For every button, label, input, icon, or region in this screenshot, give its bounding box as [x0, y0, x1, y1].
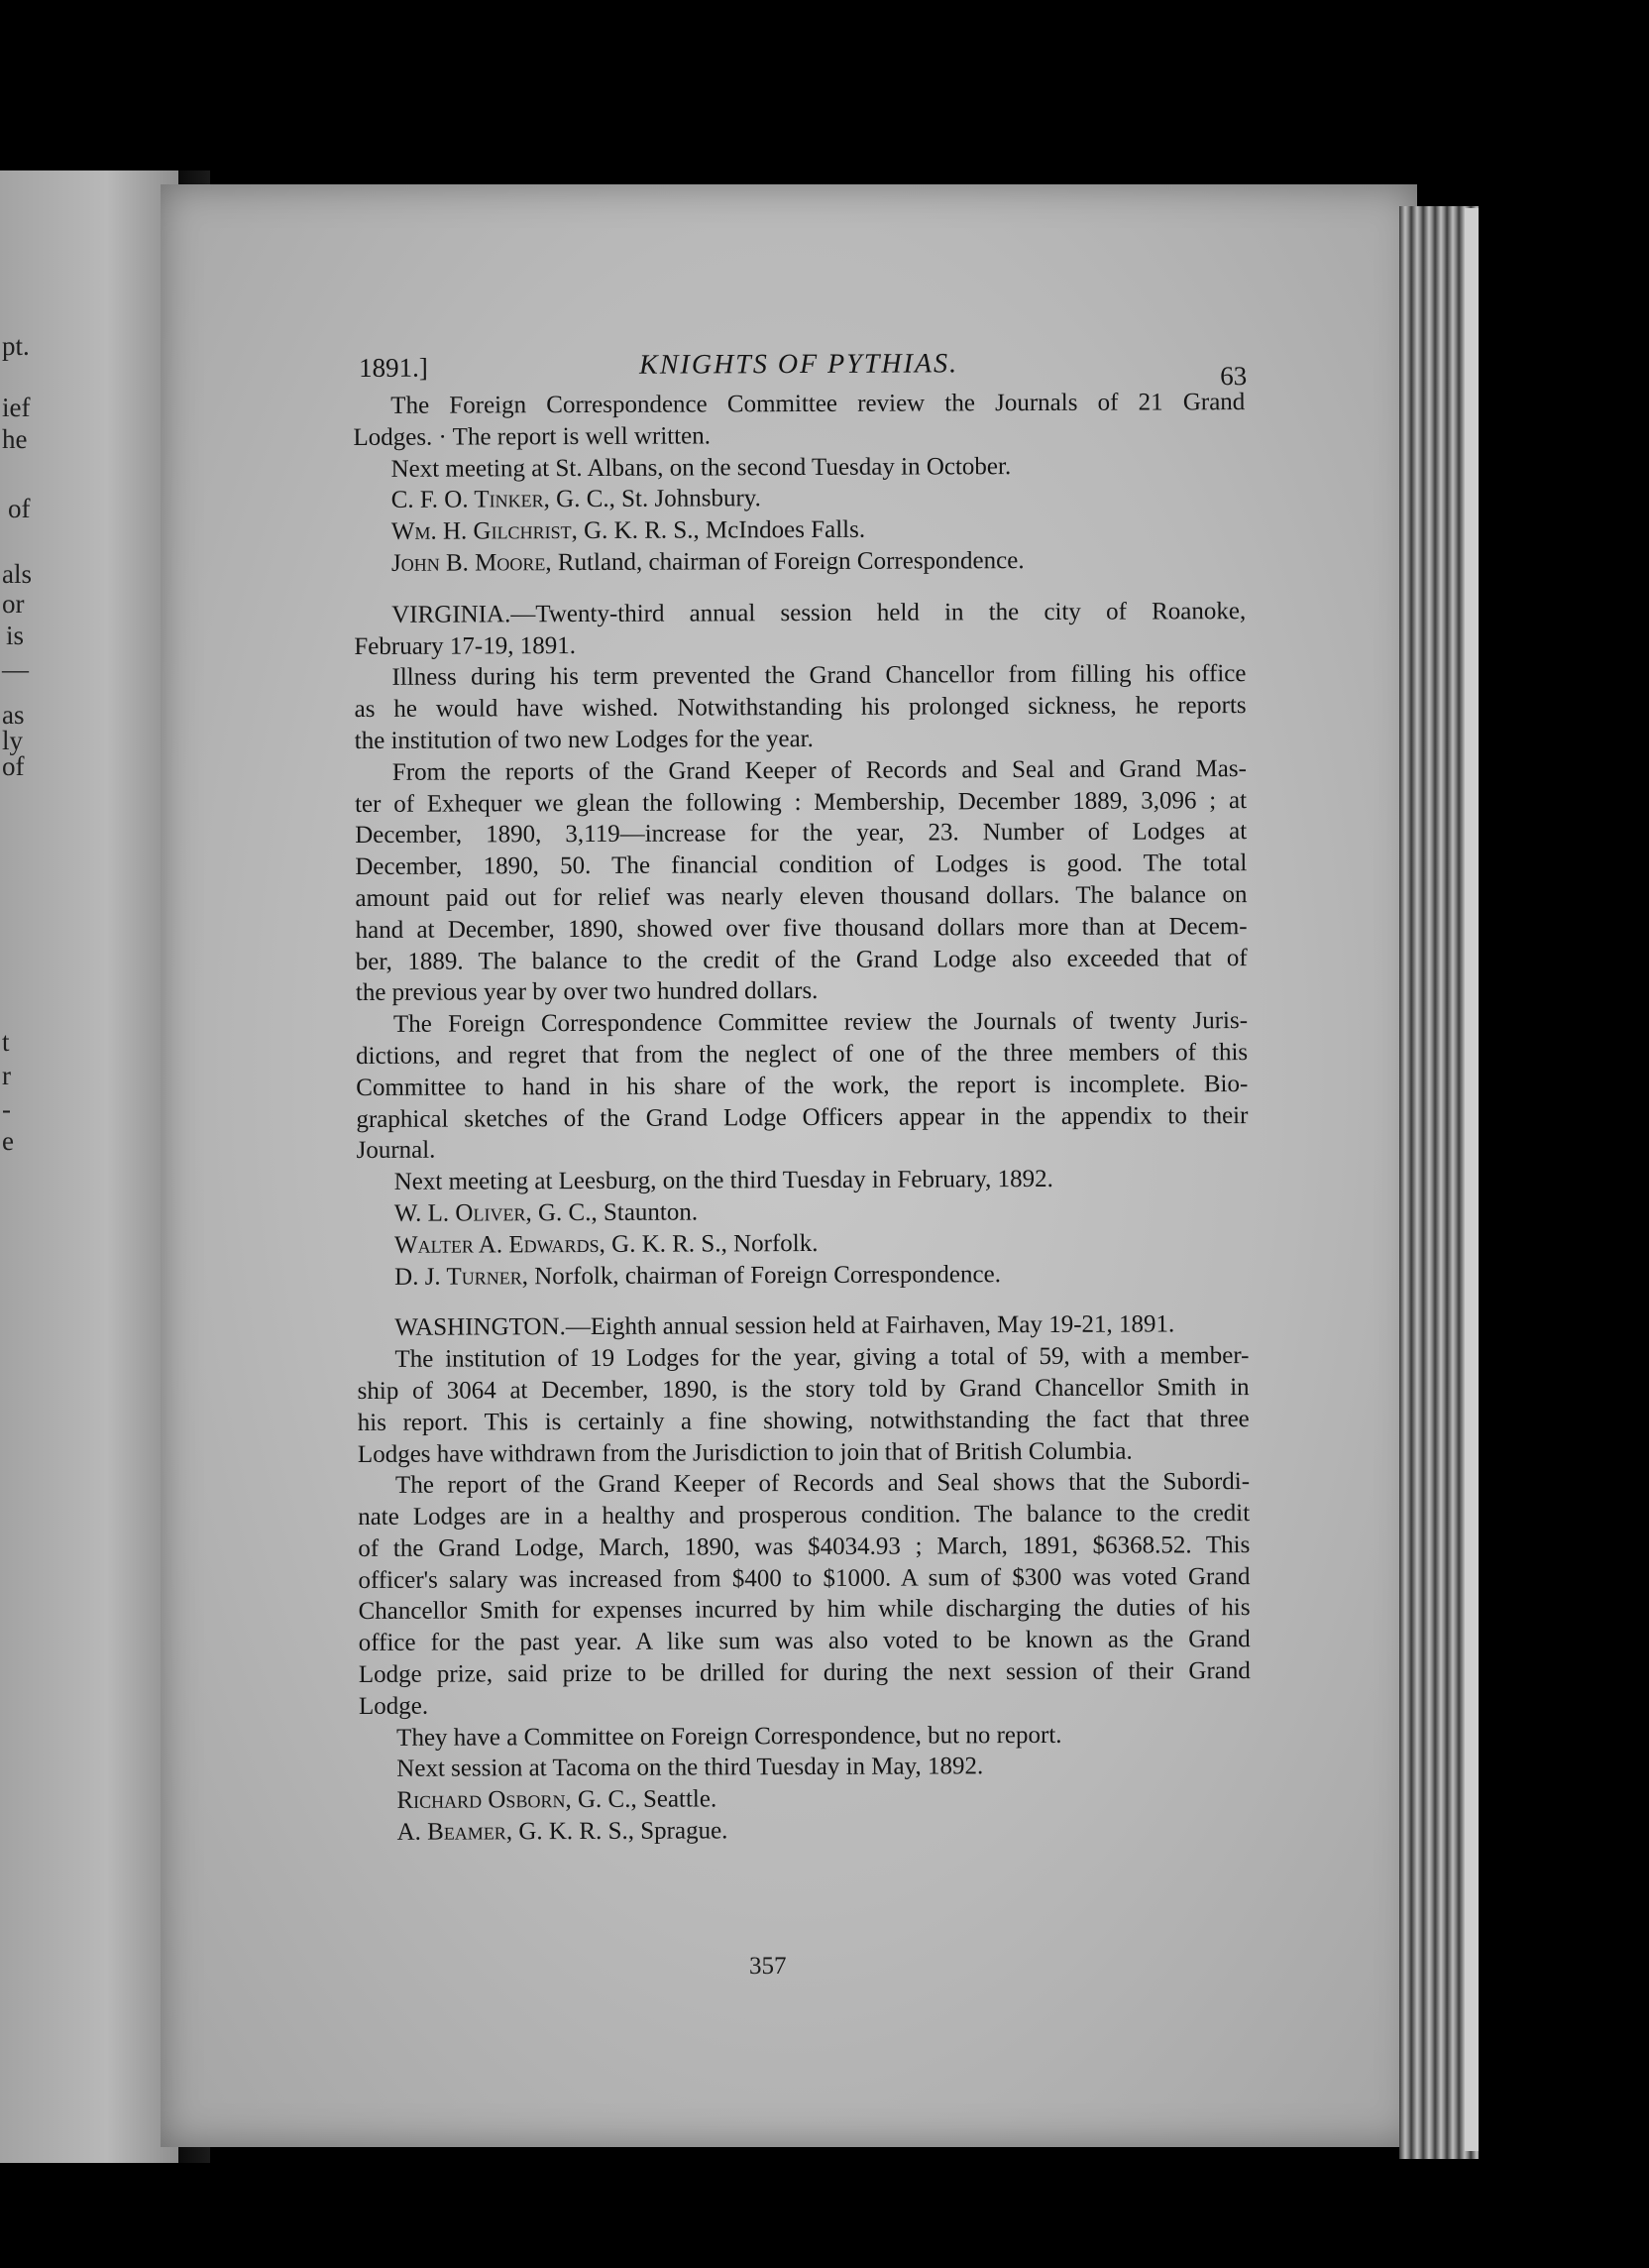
text-line: December, 1890, 50. The financial condition of Lodges is good. The total [355, 850, 1248, 881]
officer-signature [354, 544, 1246, 580]
text-line: The institution of 19 Lodges for the year, giving a total of 59, with a member- [394, 1342, 1250, 1373]
text-line: The Foreign Correspondence Committee review the Journals of 21 Grand [390, 389, 1246, 419]
text-line: the institution of two new Lodges for the year. [354, 725, 814, 754]
section-heading-line: WASHINGTON.—Eighth annual session held at Fairhaven, May 19-21, 1891. [394, 1310, 1175, 1342]
left-fragment: of [2, 751, 25, 781]
section-vermont [353, 387, 1246, 580]
officer-detail: Rutland, chairman of Foreign Correspondence. [551, 547, 1025, 577]
text-line: Next meeting at Leesburg, on the third Tuesday in February, 1892. [393, 1166, 1053, 1195]
left-fragment: pt. [2, 331, 30, 361]
section-virginia [354, 596, 1249, 1293]
left-fragment: t [2, 1027, 10, 1057]
text-line: his report. This is certainly a fine showing, notwithstanding the fact that three [357, 1405, 1250, 1436]
text-line: Lodge prize, said prize to be drilled for during the next session of their Grand [358, 1657, 1251, 1689]
page-text [353, 339, 1252, 1849]
text-line: Next meeting at St. Albans, on the second Tuesday in October. [390, 452, 1012, 483]
page-edge-light [1465, 208, 1479, 2151]
text-line: ter of Exhequer we glean the following : Membership, December 1889, 3,096 ; at [354, 786, 1248, 818]
left-fragment: he [2, 424, 28, 454]
left-fragment: r [2, 1061, 11, 1090]
text-line: office for the past year. A like sum was also voted to be known as the Grand [358, 1626, 1251, 1657]
officer-detail: G. C., St. Johnsbury. [549, 485, 761, 513]
text-line: Next session at Tacoma on the third Tuesday in May, 1892. [396, 1753, 984, 1783]
officer-detail: G. C., Seattle. [571, 1785, 717, 1814]
text-line: the previous year by over two hundred dollars. [355, 977, 819, 1007]
officer-name: Richard Osborn, [396, 1786, 572, 1815]
text-line: graphical sketches of the Grand Lodge Officers appear in the appendix to their [356, 1101, 1249, 1133]
officer-detail: Norfolk, chairman of Foreign Correspondence. [527, 1260, 1001, 1290]
text-line: From the reports of the Grand Keeper of Records and Seal and Grand Mas- [391, 754, 1247, 786]
text-line: The Foreign Correspondence Committee review the Journals of twenty Juris- [392, 1007, 1249, 1038]
left-fragment: is [6, 621, 25, 650]
text-line: The report of the Grand Keeper of Records and Seal shows that the Subordi- [394, 1468, 1251, 1500]
officer-detail: G. K. R. S., Sprague. [511, 1817, 728, 1846]
header-page-number: 63 [1220, 361, 1248, 392]
text-line: Chancellor Smith for expenses incurred by him while discharging the duties of his [358, 1594, 1251, 1626]
text-line: ship of 3064 at December, 1890, is the story told by Grand Chancellor Smith in [357, 1373, 1250, 1405]
officer-name: John B. Moore, [390, 549, 552, 577]
officer-detail: G. C., Staunton. [531, 1198, 699, 1227]
text-line: as he would have wished. Notwithstanding his prolonged sickness, he reports [354, 692, 1247, 724]
text-line: of the Grand Lodge, March, 1890, was $4034.93 ; March, 1891, $6368.52. This [358, 1531, 1251, 1562]
text-line: Lodge. [358, 1692, 429, 1720]
left-fragment: of [8, 494, 31, 523]
section-heading-line: VIRGINIA.—Twenty-third annual session held in the city of Roanoke, [391, 597, 1247, 628]
officer-name: D. J. Turner, [394, 1262, 529, 1291]
text-line: December, 1890, 3,119—increase for the year, 23. Number of Lodges at [355, 818, 1248, 850]
text-line: They have a Committee on Foreign Correspondence, but no report. [396, 1721, 1062, 1752]
officer-signature [354, 481, 1246, 516]
officer-name: W. L. Oliver, [393, 1199, 532, 1227]
text-line: hand at December, 1890, showed over five thousand dollars more than at Decem- [355, 912, 1248, 944]
left-fragment: ief [2, 393, 31, 422]
left-fragment: e [2, 1126, 14, 1156]
text-line: Committee to hand in his share of the work, the report is incomplete. Bio- [356, 1070, 1249, 1101]
officer-signature [357, 1194, 1249, 1230]
left-fragment: — [2, 654, 29, 684]
running-header [353, 339, 1248, 392]
text-line: officer's salary was increased from $400 to $1000. A sum of $300 was voted Grand [358, 1562, 1251, 1594]
text-line: amount paid out for relief was nearly eleven thousand dollars. The balance on [355, 881, 1248, 912]
officer-detail: G. K. R. S., McIndoes Falls. [577, 515, 866, 545]
officer-name: Walter A. Edwards, [393, 1230, 605, 1259]
left-facing-page [0, 170, 178, 2163]
header-title: KNIGHTS OF PYTHIAS. [639, 348, 959, 381]
officer-signature [359, 1813, 1251, 1849]
text-line: Journal. [356, 1136, 436, 1165]
left-fragment: as [2, 700, 25, 730]
left-fragment: or [2, 589, 25, 619]
folio-number: 357 [749, 1953, 787, 1980]
officer-signature [357, 1258, 1249, 1294]
left-fragment: - [2, 1094, 11, 1124]
text-line: nate Lodges are in a healthy and prosperous condition. The balance to the credit [358, 1500, 1251, 1531]
left-fragment: ly [2, 726, 24, 755]
section-washington [357, 1308, 1251, 1848]
officer-name: A. Beamer, [396, 1818, 513, 1846]
officer-signature [357, 1226, 1249, 1262]
officer-name: Wm. H. Gilchrist, [390, 517, 578, 546]
header-year: 1891.] [359, 352, 428, 383]
text-line: dictions, and regret that from the neglect of one of the three members of this [356, 1039, 1249, 1070]
text-line: Lodges have withdrawn from the Jurisdiction to join that of British Columbia. [357, 1437, 1133, 1468]
officer-detail: G. K. R. S., Norfolk. [605, 1229, 819, 1258]
text-line: Lodges. · The report is well written. [353, 422, 712, 451]
text-line: ber, 1889. The balance to the credit of the Grand Lodge also exceeded that of [355, 944, 1248, 975]
left-fragment: als [2, 559, 32, 589]
officer-signature [354, 512, 1246, 548]
text-line: Illness during his term prevented the Grand Chancellor from filling his office [391, 660, 1247, 692]
officer-name: C. F. O. Tinker, [390, 486, 550, 514]
officer-signature [359, 1781, 1251, 1817]
text-line: February 17-19, 1891. [354, 631, 576, 660]
